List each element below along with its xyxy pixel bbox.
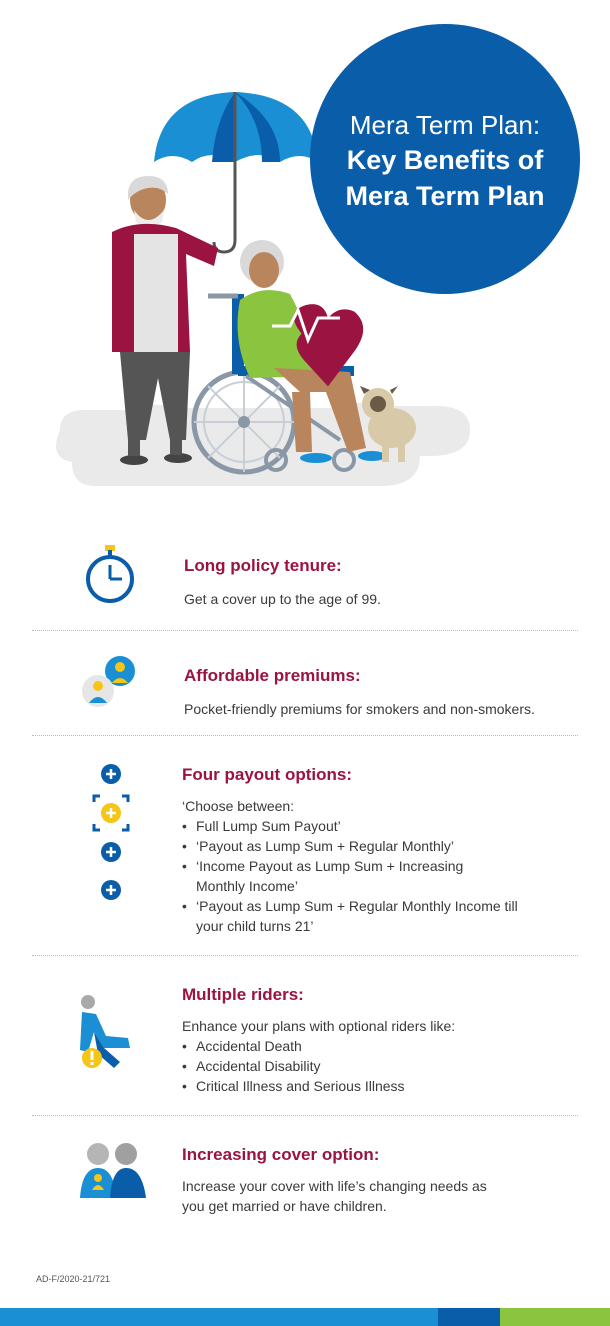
footer-ad-code: AD-F/2020-21/721 <box>36 1274 111 1284</box>
list-item: • Accidental Disability <box>182 1056 580 1076</box>
benefit-description: Get a cover up to the age of 99. <box>184 591 381 607</box>
benefit-description: Pocket-friendly premiums for smokers and non-smokers. <box>184 701 535 717</box>
benefit-increasing-cover <box>0 1140 610 1230</box>
hero-title-circle <box>310 24 580 294</box>
payout-options-list <box>182 816 580 936</box>
family-icon <box>74 1140 150 1200</box>
plus-options-icon <box>86 762 136 902</box>
divider <box>32 955 578 956</box>
list-item: • ‘Payout as Lump Sum + Regular Monthly’ <box>182 836 580 856</box>
hero-title-line3: Mera Term Plan <box>345 181 545 211</box>
benefit-payout-options <box>0 760 610 940</box>
benefit-title: Increasing cover option: <box>182 1145 380 1164</box>
stopwatch-icon <box>82 545 138 605</box>
benefit-title: Long policy tenure: <box>184 556 342 575</box>
hero-title-line2: Key Benefits of <box>346 145 544 175</box>
accident-icon <box>76 992 136 1082</box>
hero-section <box>0 0 610 500</box>
divider <box>32 1115 578 1116</box>
benefit-title: Affordable premiums: <box>184 666 361 685</box>
hero-title-line1: Mera Term Plan: <box>349 110 541 140</box>
benefit-title: Four payout options: <box>182 765 352 784</box>
bottom-bar-segment <box>500 1308 610 1326</box>
list-item: • ‘Income Payout as Lump Sum + Increasing Monthly Income’ <box>182 856 496 896</box>
bottom-color-bar <box>0 1308 610 1326</box>
benefit-affordable-premiums <box>0 655 610 730</box>
riders-list <box>182 1036 580 1096</box>
people-icon <box>80 655 140 711</box>
benefit-intro: Enhance your plans with optional riders like: <box>182 1018 456 1034</box>
bottom-bar-segment <box>438 1308 500 1326</box>
list-item: • Critical Illness and Serious Illness <box>182 1076 580 1096</box>
list-item: • Accidental Death <box>182 1036 580 1056</box>
benefit-multiple-riders <box>0 980 610 1094</box>
divider <box>32 630 578 631</box>
bottom-bar-segment <box>0 1308 438 1326</box>
list-item: • Full Lump Sum Payout’ <box>182 816 580 836</box>
divider <box>32 735 578 736</box>
benefit-description: Increase your cover with life’s changing needs as you get married or have children. <box>182 1178 487 1214</box>
list-item: • ‘Payout as Lump Sum + Regular Monthly Income till your child turns 21’ <box>182 896 536 936</box>
benefit-intro: ‘Choose between: <box>182 798 295 814</box>
benefit-title: Multiple riders: <box>182 985 304 1004</box>
benefit-long-tenure <box>0 545 610 625</box>
